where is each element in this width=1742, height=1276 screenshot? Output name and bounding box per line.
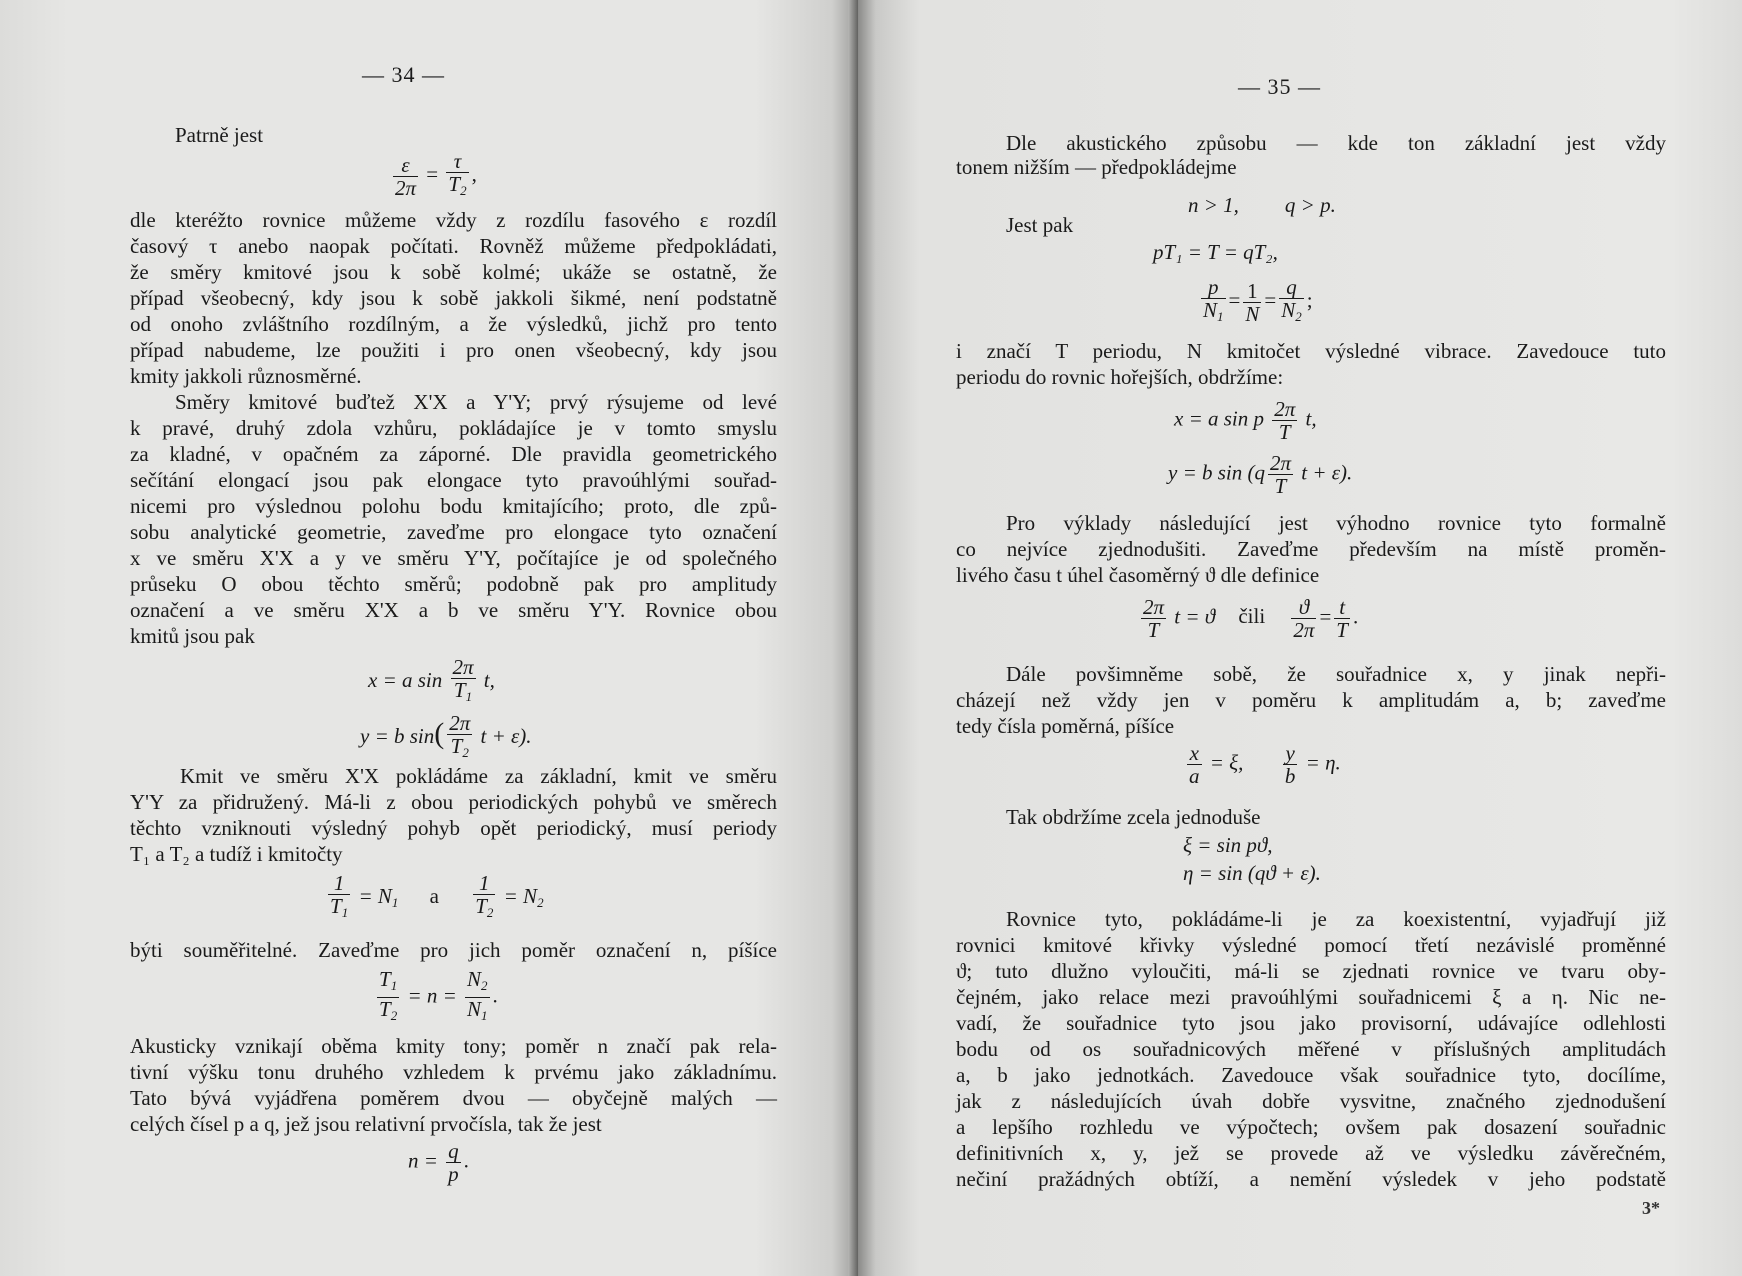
text-line: označení a ve směru X'X a b ve směru Y'Y. Rovnice obou [130, 598, 777, 622]
formula-y: y = b sin( $\frac{2\pi}{T_2}$ t + ε). [360, 711, 532, 760]
text-line: Dle akustického způsobu — kde ton základní jest vždy [1006, 131, 1666, 155]
text-line: kmity jakkoli různosměrné. [130, 364, 362, 388]
text-line: že směry kmitové jsou k sobě kolmé; ukáže se ostatně, že [130, 260, 777, 284]
text-line: cházejí než vždy jen v poměru k amplitudám a, b; zaveďme [956, 688, 1666, 712]
text-line: celých čísel p a q, jež jsou relativní prvočísla, tak že jest [130, 1112, 602, 1136]
text-line: čejném, jako relace mezi pravoúhlými souřadnicemi ξ a η. Nic ne- [956, 985, 1666, 1009]
text-line: Akusticky vznikají oběma kmity tony; poměr n značí pak rela- [130, 1034, 777, 1058]
text-line: Patrně jest [175, 123, 264, 147]
text-line: tedy čísla poměrná, píšíce [956, 714, 1175, 738]
text-line: i značí T periodu, N kmitočet výsledné vibrace. Zavedouce tuto [956, 339, 1666, 363]
page-number-left: — 34 — [362, 62, 445, 87]
text-line: sobu analytické geometrie, zaveďme pro elongace tyto označení [130, 520, 777, 544]
formula-frequency-ratios: $\frac{p}{N_1}$ = $\frac{1}{N}$ = $\frac{q}{N_2}$ ; [1203, 275, 1313, 326]
formula-angle: $\frac{2\pi}{T}$ t = ϑ čili $\frac{ϑ}{2\pi}$ = $\frac{t}{T}$ . [1143, 595, 1359, 642]
text-line: definitivních x, y, jež se provede až ve výsledku závěrečném, [956, 1141, 1666, 1165]
text-line: Dále povšimněme sobě, že souřadnice x, y jinak nepři- [1006, 662, 1666, 686]
text-line: Kmit ve směru X'X pokládáme za základní, kmit ve směru [180, 764, 777, 788]
formula-eta: η = sin (qϑ + ε). [1183, 861, 1321, 885]
formula-periods: pT₁ = T = qT₂, [1153, 240, 1278, 264]
text-line: tivní výšku tonu druhého vzhledem k prvému jako základnímu. [130, 1060, 777, 1084]
text-line: případ nabudeme, lze použiti i pro onen všeobecný, kdy jsou [130, 338, 777, 362]
text-line: Tak obdržíme zcela jednoduše [1006, 805, 1261, 829]
text-line: případ všeobecný, kdy jsou k sobě jakkoli šikmé, není podstatně [130, 286, 777, 310]
text-line: x ve směru X'X a y ve směru Y'Y, počítajíce je od společného [130, 546, 777, 570]
left-page [0, 0, 858, 1276]
text-line: livého času t úhel časoměrný ϑ dle definice [956, 563, 1320, 587]
text-line: těchto vzniknouti výsledný pohyb opět periodický, musí periody [130, 816, 777, 840]
text-line: a lepšího rozhledu ve výpočtech; ovšem pak dosazení souřadnic [956, 1115, 1666, 1139]
formula-phase-time: $\frac{\varepsilon}{2\pi}$ = $\frac{\tau}{T_2}$ , [395, 149, 477, 200]
formula-frequencies: $\frac{1}{T_1}$ = $N_1$ a $\frac{1}{T_2}$ = $N_2$ [330, 871, 544, 920]
formula-n-q-p: n = $\frac{q}{p}$ . [408, 1139, 469, 1186]
text-line: tonem nižším — předpokládejme [956, 155, 1237, 179]
formula-x: x = a sin $\frac{2\pi}{T_1}$ t, [368, 655, 495, 704]
text-line: nicemi pro výslednou polohu bodu kmitajícího; proto, dle způ- [130, 494, 777, 518]
text-line: bodu od os souřadnicových měřené v příslušných amplitudách [956, 1037, 1666, 1061]
text-line: T₁ a T₂ a tudíž i kmitočty [130, 842, 343, 866]
page-number-right: — 35 — [1238, 74, 1321, 99]
text-line: za kladné, v opačném za záporné. Dle pravidla geometrického [130, 442, 777, 466]
text-line: periodu do rovnic hořejších, obdržíme: [956, 365, 1284, 389]
text-line: rovnici kmitové křivky výsledné pomocí třetí nezávislé proměnné [956, 933, 1666, 957]
text-line: Pro výklady následující jest výhodno rovnice tyto formalně [1006, 511, 1666, 535]
text-line: Y'Y za přidružený. Má-li z obou periodických pohybů ve směrech [130, 790, 777, 814]
text-line: ϑ; tuto dlužno vyloučiti, má-li se zjednati rovnice ve tvaru oby- [956, 959, 1666, 983]
formula-y2: y = b sin (q $\frac{2\pi}{T}$ t + ε). [1168, 451, 1353, 498]
text-line: od onoho zvláštního rozdílným, a že výsledků, jichž pro tento [130, 312, 777, 336]
text-line: býti souměřitelné. Zaveďme pro jich poměr označení n, píšíce [130, 938, 777, 962]
text-line: Směry kmitové buďtež X'X a Y'Y; prvý rýsujeme od levé [175, 390, 777, 414]
right-page [858, 0, 1742, 1276]
text-line: Jest pak [1006, 213, 1074, 237]
formula-xi: ξ = sin pϑ, [1183, 833, 1273, 857]
text-line: kmitů jsou pak [130, 624, 255, 648]
formula-xi-eta-def: $\frac{x}{a}$ = ξ, $\frac{y}{b}$ = η. [1189, 741, 1341, 788]
text-line: časový τ anebo naopak počítati. Rovněž můžeme předpokládati, [130, 234, 777, 258]
text-line: průseku O obou těchto směrů; podobně pak pro amplitudy [130, 572, 777, 596]
text-line: nečiní pražádných obtíží, a nemění výsledek v jeho podstatě [956, 1167, 1666, 1191]
formula-ratio: $\frac{T_1}{T_2}$ = n = $\frac{N_2}{N_1}$ . [379, 967, 498, 1023]
text-line: vadí, že souřadnice tyto jsou jako provisorní, udávajíce odlehlosti [956, 1011, 1666, 1035]
text-line: jak z následujících úvah dobře vysvitne, značného zjednodušení [956, 1089, 1666, 1113]
formula-inequalities: n > 1, q > p. [1188, 193, 1336, 217]
text-line: co nejvíce zjednodušiti. Zaveďme především na místě proměn- [956, 537, 1666, 561]
signature-mark: 3* [1642, 1198, 1660, 1218]
text-line: Tato bývá vyjádřena poměrem dvou — obyčejně malých — [130, 1086, 777, 1110]
text-line: sečítání elongací jsou pak elongace tyto pravoúhlými souřad- [130, 468, 777, 492]
text-line: k pravé, druhý zdola vzhůru, pokládajíce je v tomto smyslu [130, 416, 777, 440]
text-line: a, b jako jednotkách. Zavedouce však souřadnice tyto, docílíme, [956, 1063, 1666, 1087]
text-line: dle kteréžto rovnice můžeme vždy z rozdílu fasového ε rozdíl [130, 208, 777, 232]
formula-x2: x = a sin p $\frac{2\pi}{T}$ t, [1174, 397, 1317, 444]
text-line: Rovnice tyto, pokládáme-li je za koexistentní, vyjadřují již [1006, 907, 1666, 931]
